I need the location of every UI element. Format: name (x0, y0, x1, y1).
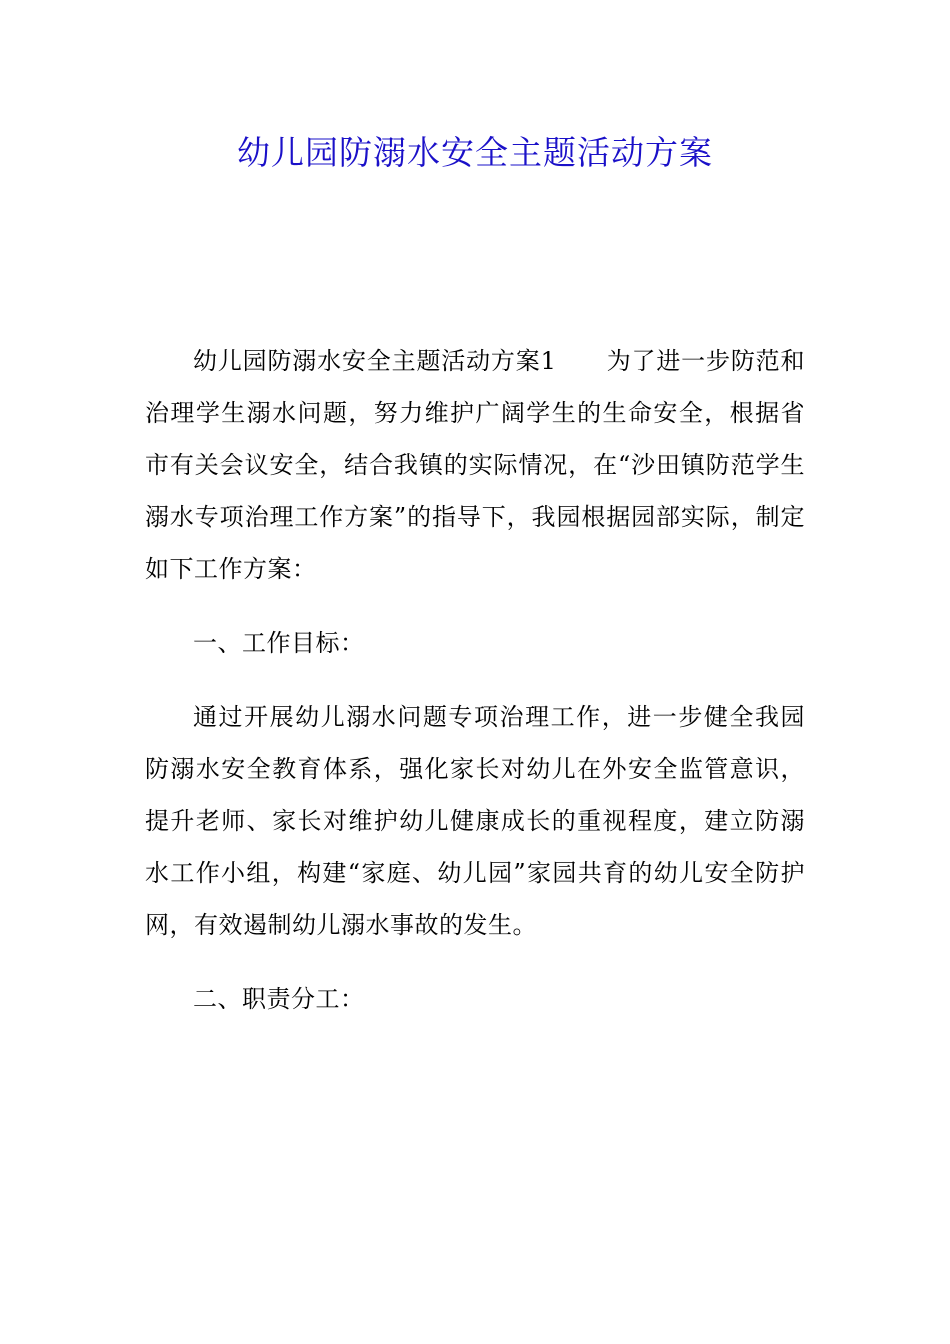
document-title: 幼儿园防溺水安全主题活动方案 (237, 133, 713, 172)
paragraph: 通过开展幼儿溺水问题专项治理工作，进一步健全我园防溺水安全教育体系，强化家长对幼儿在外安全监管意识，提升老师、家长对维护幼儿健康成长的重视程度，建立防溺水工作小组，构建“家庭、幼儿园”家园共育的幼儿安全防护网，有效遏制幼儿溺水事故的发生。 (145, 703, 805, 939)
intro-heading: 幼儿园防溺水安全主题活动方案1 (193, 347, 557, 375)
intro-paragraph (145, 335, 805, 595)
section-heading-duties: 二、职责分工： (193, 985, 365, 1013)
document-body (145, 335, 805, 1047)
section-heading-goals: 一、工作目标： (193, 629, 365, 657)
paragraph-text: 为了进一步防范和治理学生溺水问题，努力维护广阔学生的生命安全，根据省市有关会议安全，结合我镇的实际情况，在“沙田镇防范学生溺水专项治理工作方案”的指导下，我园根据园部实际，制定如下工作方案： (145, 347, 805, 583)
